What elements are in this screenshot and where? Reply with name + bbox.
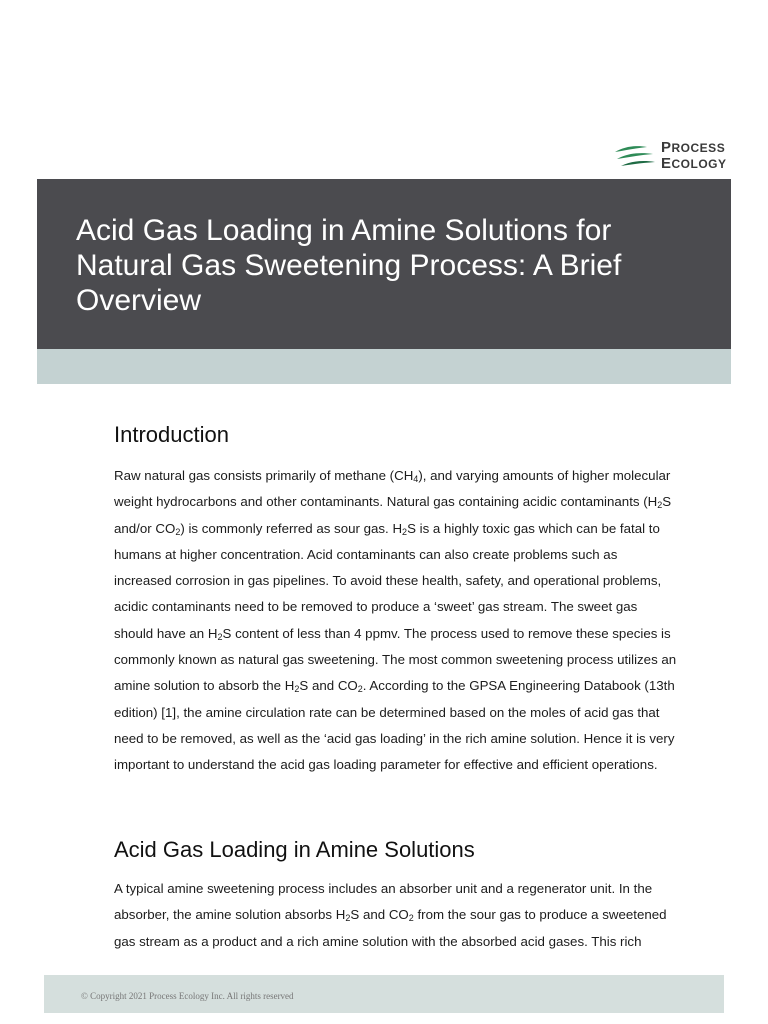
text-line <box>114 621 718 647</box>
text-run: S content of less than 4 ppmv. The process used to remove these species is <box>222 625 671 641</box>
text-run: commonly known as natural gas sweetening. The most common sweetening process utilizes an <box>114 652 677 668</box>
text-line <box>114 673 718 699</box>
title-accent-band <box>37 349 731 384</box>
subscript: 2 <box>175 526 181 537</box>
text-run: S <box>662 494 672 510</box>
text-line <box>114 700 718 726</box>
logo-line-1: PROCESS <box>661 139 726 156</box>
title-line: Overview <box>76 284 202 317</box>
text-run: S and CO <box>299 678 358 694</box>
text-run: gas stream as a product and a rich amine solution with the absorbed acid gases. This rich <box>114 933 642 949</box>
text-run: should have an H <box>114 625 218 641</box>
subscript: 2 <box>294 684 300 695</box>
text-line <box>114 542 718 568</box>
title-banner <box>37 179 731 349</box>
text-run: from the sour gas to produce a sweetened <box>413 907 667 923</box>
text-line <box>114 568 718 594</box>
text-run: important to understand the acid gas loading parameter for effective and efficient operations. <box>114 757 658 773</box>
text-run: . According to the GPSA Engineering Databook (13th <box>362 678 675 694</box>
subscript: 2 <box>217 631 223 642</box>
text-run: need to be removed, as well as the ‘acid gas loading’ in the rich amine solution. Hence it is very <box>114 730 675 746</box>
text-run: amine solution to absorb the H <box>114 678 295 694</box>
title-line: Natural Gas Sweetening Process: A Brief <box>76 249 622 282</box>
text-line <box>114 647 718 673</box>
text-line <box>114 726 718 752</box>
text-run: Raw natural gas consists primarily of methane (CH <box>114 468 414 483</box>
document-title <box>76 213 696 318</box>
subscript: 2 <box>657 500 663 511</box>
page-footer <box>44 975 724 1013</box>
text-run: acidic contaminants need to be removed to produce a ‘sweet’ gas stream. The sweet gas <box>114 599 638 615</box>
company-logo <box>613 140 733 172</box>
text-line <box>114 489 718 515</box>
acid-gas-loading-paragraph <box>114 876 718 955</box>
text-line <box>114 929 718 955</box>
text-line <box>114 463 718 489</box>
subscript: 4 <box>413 474 419 484</box>
copyright-text: © Copyright 2021 Process Ecology Inc. All rights reserved <box>81 991 294 1001</box>
subscript: 2 <box>408 913 414 924</box>
subscript: 2 <box>402 526 408 537</box>
text-run: weight hydrocarbons and other contaminants. Natural gas containing acidic contaminants (H <box>114 494 658 510</box>
subscript: 2 <box>345 913 351 924</box>
text-line <box>114 752 718 778</box>
subscript: 2 <box>357 684 363 695</box>
logo-wordmark <box>661 140 727 172</box>
section-heading-acid-gas-loading: Acid Gas Loading in Amine Solutions <box>114 837 475 862</box>
text-line <box>114 876 718 902</box>
text-run: and/or CO <box>114 520 176 536</box>
text-run: ), and varying amounts of higher molecular <box>418 468 671 483</box>
text-run: humans at higher concentration. Acid contaminants can also create problems such as <box>114 546 618 562</box>
logo-line-2: ECOLOGY <box>661 155 727 172</box>
text-run: A typical amine sweetening process includes an absorber unit and a regenerator unit. In the <box>114 881 653 896</box>
text-line <box>114 594 718 620</box>
text-line <box>114 516 718 542</box>
text-run: absorber, the amine solution absorbs H <box>114 907 346 923</box>
text-line <box>114 902 718 928</box>
text-run: S is a highly toxic gas which can be fatal to <box>407 520 660 536</box>
text-run: increased corrosion in gas pipelines. To avoid these health, safety, and operational problems, <box>114 573 662 589</box>
introduction-paragraph <box>114 463 718 779</box>
text-run: edition) [1], the amine circulation rate can be determined based on the moles of acid gas that <box>114 704 660 720</box>
title-line: Acid Gas Loading in Amine Solutions for <box>76 214 612 247</box>
section-heading-introduction: Introduction <box>114 422 229 447</box>
text-run: ) is commonly referred as sour gas. H <box>180 520 403 536</box>
text-run: S and CO <box>350 907 409 923</box>
leaf-swoosh-icon <box>613 142 657 170</box>
